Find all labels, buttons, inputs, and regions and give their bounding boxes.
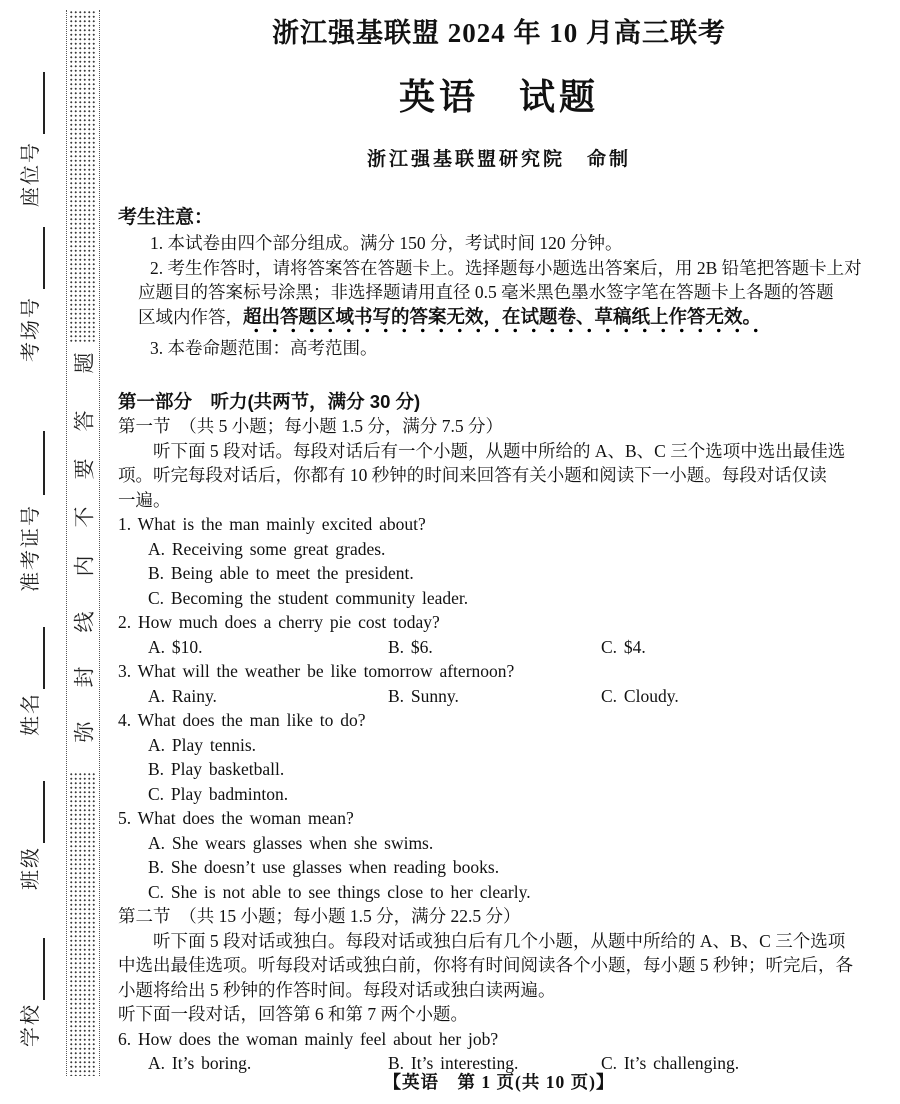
- field-label-admission-no: 准考证号: [20, 504, 42, 592]
- question-5: [118, 806, 880, 904]
- seal-char: 题: [69, 348, 97, 378]
- notice-item-1: 1. 本试卷由四个部分组成。满分 150 分，考试时间 120 分钟。: [150, 233, 623, 253]
- question-2-option-b: B. $6.: [388, 636, 433, 657]
- question-4: [118, 708, 880, 806]
- seal-char: 内: [69, 551, 97, 581]
- field-label-name: 姓名: [20, 692, 42, 736]
- question-1-option-c: C. Becoming the student community leader.: [148, 587, 469, 608]
- question-text: 4. What does the man like to do?: [118, 710, 366, 730]
- section2-instruction-line: 小题将给出 5 秒钟的作答时间。每段对话或独白读两遍。: [118, 979, 556, 1000]
- section1-instruction-line: 一遍。: [118, 489, 171, 510]
- seal-pattern-top: [69, 10, 97, 342]
- question-3-option-a: A. Rainy.: [148, 685, 217, 706]
- field-label-room-no: 考场号: [20, 296, 42, 362]
- question-2: [118, 610, 880, 659]
- section2-heading: 第二节 （共 15 小题；每小题 1.5 分，满分 22.5 分）: [118, 906, 521, 926]
- question-6-option-c: C. It’s challenging.: [601, 1053, 740, 1073]
- question-5-option-b: B. She doesn’t use glasses when reading books.: [148, 857, 500, 877]
- section1-instruction-line: 听下面 5 段对话。每段对话后有一个小题，从题中所给的 A、B、C 三个选项中选出最佳选: [153, 440, 846, 461]
- seal-char: 弥: [69, 717, 97, 747]
- part1-heading: 第一部分 听力(共两节，满分 30 分): [118, 390, 421, 412]
- seal-char: 不: [69, 502, 97, 532]
- section2-leadin: 听下面一段对话，回答第 6 和第 7 两个小题。: [118, 1004, 468, 1024]
- question-6-option-b: B. It’s interesting.: [388, 1053, 519, 1073]
- section1-instruction-line: 项。听完每段对话后，你都有 10 秒钟的时间来回答有关小题和阅读下一小题。每段对话仅读: [118, 465, 827, 485]
- question-2-option-a: A. $10.: [148, 636, 203, 657]
- question-text: 5. What does the woman mean?: [118, 808, 354, 828]
- question-2-option-c: C. $4.: [601, 636, 646, 657]
- field-blank-name: [24, 627, 45, 689]
- question-text: 3. What will the weather be like tomorrow afternoon?: [118, 661, 515, 681]
- seal-char: 要: [69, 454, 97, 484]
- notice-item-2-prefix: 区域内作答，: [138, 306, 243, 327]
- question-4-option-c: C. Play badminton.: [148, 783, 289, 804]
- question-4-option-b: B. Play basketball.: [148, 759, 285, 779]
- section2-instruction-line: 中选出最佳选项。听每段对话或独白前，你将有时间阅读各个小题，每小题 5 秒钟；听完后，各: [118, 955, 853, 975]
- seal-char: 线: [69, 607, 97, 637]
- question-6-option-a: A. It’s boring.: [148, 1053, 252, 1073]
- question-5-option-c: C. She is not able to see things close to her clearly.: [148, 881, 531, 902]
- question-1: [118, 512, 880, 610]
- question-3: [118, 659, 880, 708]
- section2-instruction-line: 听下面 5 段对话或独白。每段对话或独白后有几个小题，从题中所给的 A、B、C 三个选项: [153, 930, 846, 951]
- notice-emphasis-text: 超出答题区域书写的答案无效，在试题卷、草稿纸上作答无效。: [243, 306, 761, 334]
- field-label-seat-no: 座位号: [20, 141, 42, 207]
- field-label-school: 学校: [20, 1003, 42, 1047]
- question-1-option-b: B. Being able to meet the president.: [148, 563, 414, 583]
- field-blank-room-no: [24, 227, 45, 289]
- notice-heading: 考生注意：: [118, 207, 214, 228]
- question-text: 2. How much does a cherry pie cost today?: [118, 612, 440, 632]
- main-content: [118, 0, 880, 1076]
- question-text: 6. How does the woman mainly feel about her job?: [118, 1028, 499, 1049]
- field-blank-class: [24, 781, 45, 843]
- seal-char: 答: [69, 406, 97, 436]
- seal-strip: [66, 10, 100, 1076]
- margin-fields: [8, 12, 60, 1092]
- field-blank-school: [24, 938, 45, 1000]
- field-label-class: 班级: [20, 846, 42, 890]
- subject-title: 英语 试题: [398, 77, 599, 117]
- question-3-option-c: C. Cloudy.: [601, 685, 679, 706]
- question-6: [118, 1027, 880, 1076]
- notice-item-2-line-1: 2. 考生作答时，请将答案答在答题卡上。选择题每小题选出答案后，用 2B 铅笔把答题卡上对: [150, 257, 862, 278]
- seal-char: 封: [69, 662, 97, 692]
- page-footer: 【英语 第 1 页(共 10 页)】: [383, 1072, 615, 1092]
- notice-item-2-line-2: 应题目的答案标号涂黑；非选择题请用直径 0.5 毫米黑色墨水签字笔在答题卡上各题的答题: [138, 282, 834, 302]
- question-4-option-a: A. Play tennis.: [148, 734, 257, 755]
- section1-heading: 第一节 （共 5 小题；每小题 1.5 分，满分 7.5 分）: [118, 416, 503, 436]
- field-blank-admission-no: [24, 431, 45, 495]
- issuer-line: 浙江强基联盟研究院 命制: [366, 149, 631, 170]
- exam-title: 浙江强基联盟 2024 年 10 月高三联考: [272, 18, 726, 48]
- question-1-option-a: A. Receiving some great grades.: [148, 538, 386, 559]
- question-text: 1. What is the man mainly excited about?: [118, 514, 426, 534]
- question-3-option-b: B. Sunny.: [388, 685, 459, 706]
- field-blank-seat-no: [24, 72, 45, 134]
- notice-item-2-line-3: [118, 305, 880, 337]
- seal-pattern-bottom: [69, 772, 97, 1076]
- notice-item-3: 3. 本卷命题范围：高考范围。: [150, 338, 378, 358]
- question-5-option-a: A. She wears glasses when she swims.: [148, 832, 434, 853]
